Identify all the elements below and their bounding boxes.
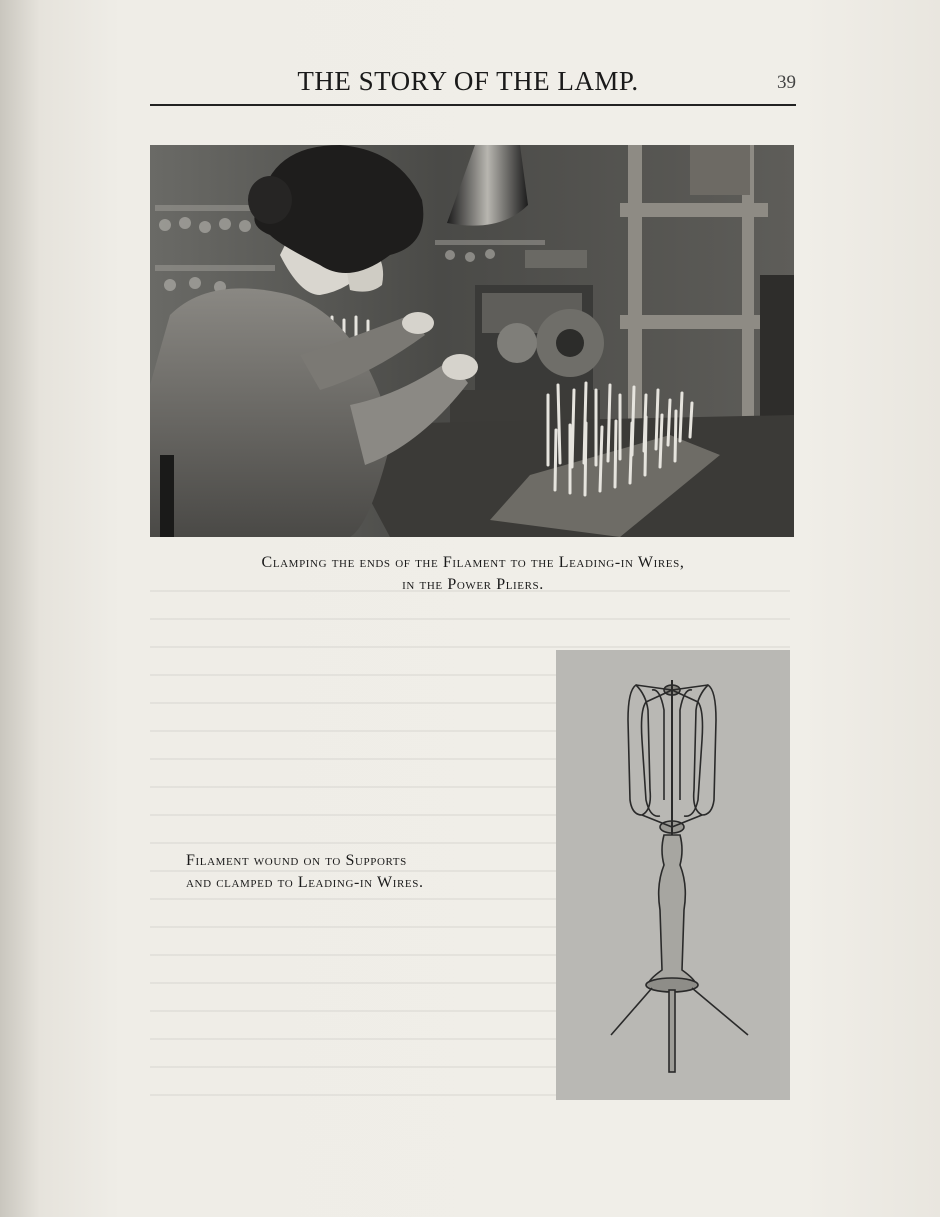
page-title: THE STORY OF THE LAMP.: [297, 66, 639, 96]
photo-caption: [150, 552, 796, 596]
illustration-caption-line-2: and clamped to Leading-in Wires.: [186, 874, 424, 891]
illustration-caption-line-1: Filament wound on to Supports: [186, 852, 407, 869]
photo-caption-line-2: in the Power Pliers.: [402, 576, 544, 593]
filament-illustration-image: [556, 650, 790, 1100]
filament-illustration: [556, 650, 790, 1100]
photo-caption-line-1: Clamping the ends of the Filament to the Leading-in Wires,: [261, 554, 685, 571]
factory-photograph-image: [150, 145, 794, 537]
page-number: 39: [777, 72, 796, 93]
running-head: [150, 62, 796, 106]
header-rule: [150, 104, 796, 106]
illustration-caption: [186, 850, 506, 894]
factory-photograph: [150, 145, 794, 537]
